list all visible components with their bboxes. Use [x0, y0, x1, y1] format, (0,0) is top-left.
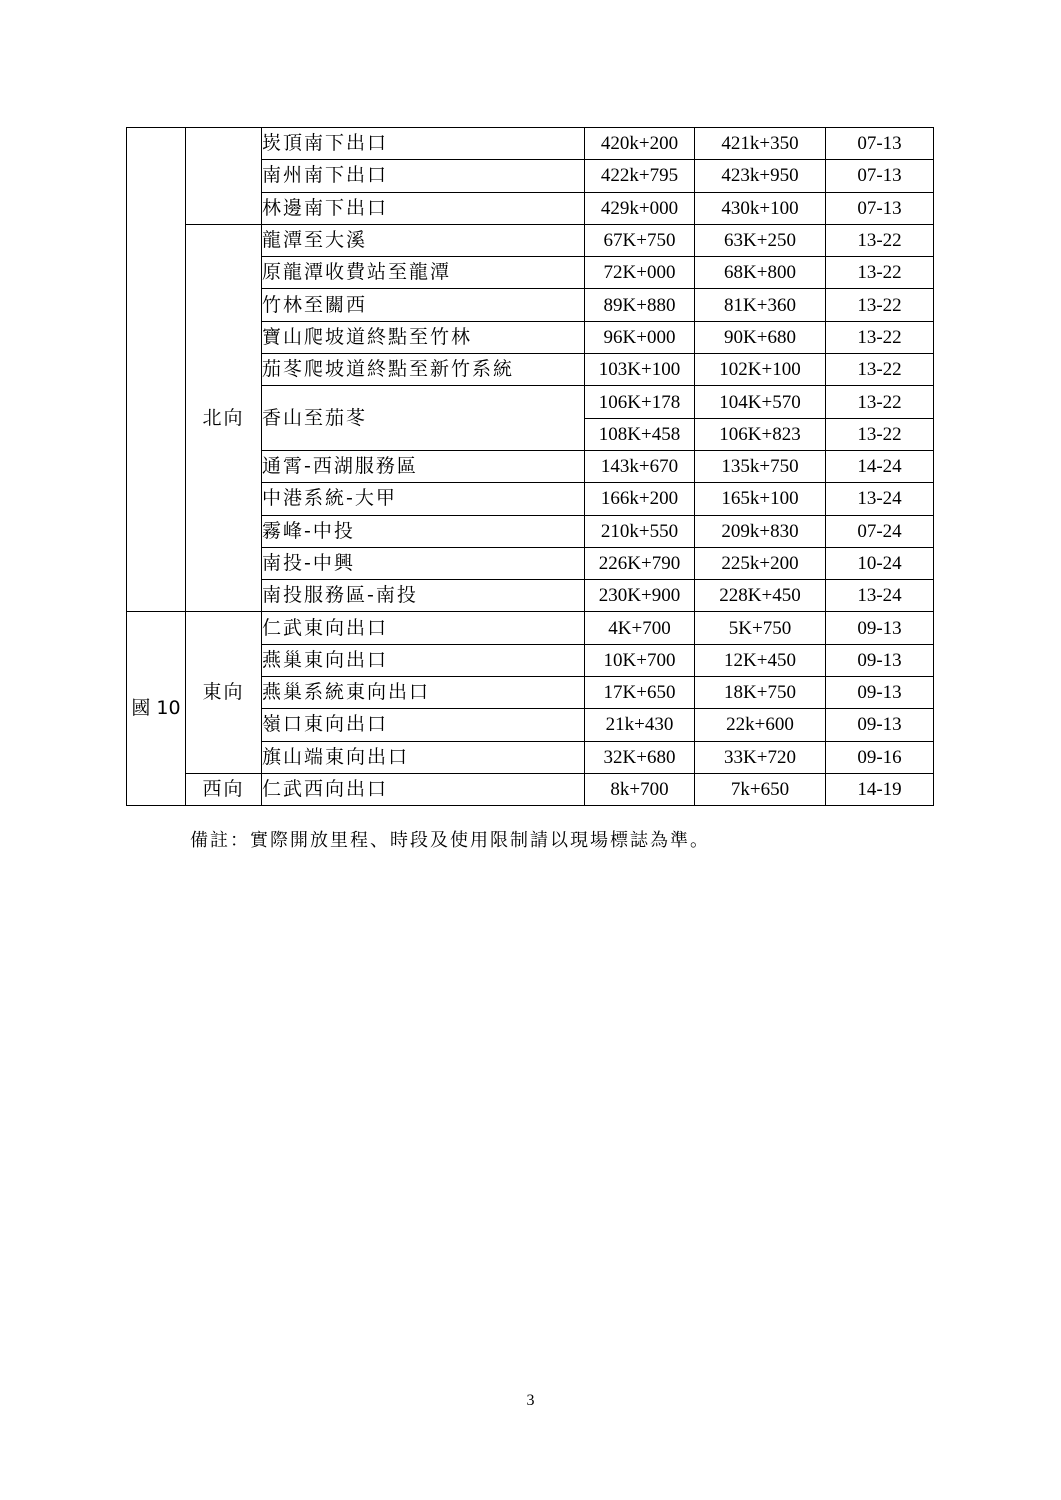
hours-cell: 09-13 — [826, 644, 934, 676]
segment-cell: 仁武東向出口 — [262, 612, 585, 644]
start-cell: 72K+000 — [585, 257, 695, 289]
table-row — [127, 612, 934, 644]
segment-cell: 仁武西向出口 — [262, 773, 585, 805]
direction-cell — [186, 128, 262, 225]
end-cell: 165k+100 — [695, 483, 826, 515]
hours-cell: 13-24 — [826, 580, 934, 612]
end-cell: 90K+680 — [695, 321, 826, 353]
hours-cell: 14-19 — [826, 773, 934, 805]
start-cell: 108K+458 — [585, 418, 695, 450]
end-cell: 18K+750 — [695, 677, 826, 709]
start-cell: 230K+900 — [585, 580, 695, 612]
end-cell: 7k+650 — [695, 773, 826, 805]
end-cell: 135k+750 — [695, 450, 826, 482]
start-cell: 32K+680 — [585, 741, 695, 773]
end-cell: 421k+350 — [695, 128, 826, 160]
end-cell: 228K+450 — [695, 580, 826, 612]
start-cell: 67K+750 — [585, 224, 695, 256]
direction-cell: 西向 — [186, 773, 262, 805]
hours-cell: 13-22 — [826, 386, 934, 418]
hours-cell: 10-24 — [826, 547, 934, 579]
footnote: 備註：實際開放里程、時段及使用限制請以現場標誌為準。 — [190, 830, 710, 851]
table-row — [127, 128, 934, 160]
hours-cell: 09-13 — [826, 612, 934, 644]
start-cell: 422k+795 — [585, 160, 695, 192]
route-cell: 國 10 — [127, 612, 186, 806]
start-cell: 103K+100 — [585, 354, 695, 386]
segment-cell: 通霄-西湖服務區 — [262, 450, 585, 482]
segment-cell: 林邊南下出口 — [262, 192, 585, 224]
hours-cell: 13-22 — [826, 257, 934, 289]
start-cell: 210k+550 — [585, 515, 695, 547]
start-cell: 4K+700 — [585, 612, 695, 644]
start-cell: 166k+200 — [585, 483, 695, 515]
end-cell: 81K+360 — [695, 289, 826, 321]
segment-cell: 霧峰-中投 — [262, 515, 585, 547]
hours-cell: 07-13 — [826, 160, 934, 192]
hours-cell: 09-16 — [826, 741, 934, 773]
direction-cell: 北向 — [186, 224, 262, 612]
start-cell: 106K+178 — [585, 386, 695, 418]
segment-cell: 寶山爬坡道終點至竹林 — [262, 321, 585, 353]
hours-cell: 13-22 — [826, 321, 934, 353]
segment-cell: 中港系統-大甲 — [262, 483, 585, 515]
start-cell: 429k+000 — [585, 192, 695, 224]
hours-cell: 09-13 — [826, 677, 934, 709]
segment-cell: 旗山端東向出口 — [262, 741, 585, 773]
segment-cell: 嶺口東向出口 — [262, 709, 585, 741]
end-cell: 102K+100 — [695, 354, 826, 386]
segment-cell: 崁頂南下出口 — [262, 128, 585, 160]
hours-cell: 07-13 — [826, 128, 934, 160]
segment-cell: 南投-中興 — [262, 547, 585, 579]
segment-cell: 南州南下出口 — [262, 160, 585, 192]
end-cell: 104K+570 — [695, 386, 826, 418]
hours-cell: 07-13 — [826, 192, 934, 224]
end-cell: 423k+950 — [695, 160, 826, 192]
end-cell: 22k+600 — [695, 709, 826, 741]
start-cell: 21k+430 — [585, 709, 695, 741]
segment-cell: 燕巢東向出口 — [262, 644, 585, 676]
segment-cell: 龍潭至大溪 — [262, 224, 585, 256]
start-cell: 10K+700 — [585, 644, 695, 676]
start-cell: 226K+790 — [585, 547, 695, 579]
segment-cell: 茄苳爬坡道終點至新竹系統 — [262, 354, 585, 386]
hours-cell: 14-24 — [826, 450, 934, 482]
shoulder-lane-table — [126, 127, 934, 806]
table-row — [127, 773, 934, 805]
segment-cell: 原龍潭收費站至龍潭 — [262, 257, 585, 289]
hours-cell: 13-22 — [826, 418, 934, 450]
hours-cell: 13-22 — [826, 354, 934, 386]
hours-cell: 09-13 — [826, 709, 934, 741]
end-cell: 5K+750 — [695, 612, 826, 644]
end-cell: 68K+800 — [695, 257, 826, 289]
start-cell: 96K+000 — [585, 321, 695, 353]
start-cell: 8k+700 — [585, 773, 695, 805]
hours-cell: 07-24 — [826, 515, 934, 547]
table-row — [127, 224, 934, 256]
end-cell: 106K+823 — [695, 418, 826, 450]
direction-cell: 東向 — [186, 612, 262, 773]
end-cell: 430k+100 — [695, 192, 826, 224]
segment-cell: 燕巢系統東向出口 — [262, 677, 585, 709]
segment-cell: 南投服務區-南投 — [262, 580, 585, 612]
segment-cell: 竹林至關西 — [262, 289, 585, 321]
start-cell: 89K+880 — [585, 289, 695, 321]
hours-cell: 13-22 — [826, 289, 934, 321]
start-cell: 420k+200 — [585, 128, 695, 160]
route-cell — [127, 128, 186, 612]
end-cell: 209k+830 — [695, 515, 826, 547]
segment-cell: 香山至茄苳 — [262, 386, 585, 451]
end-cell: 63K+250 — [695, 224, 826, 256]
hours-cell: 13-24 — [826, 483, 934, 515]
end-cell: 33K+720 — [695, 741, 826, 773]
end-cell: 225k+200 — [695, 547, 826, 579]
start-cell: 143k+670 — [585, 450, 695, 482]
end-cell: 12K+450 — [695, 644, 826, 676]
page-number: 3 — [526, 1392, 535, 1409]
start-cell: 17K+650 — [585, 677, 695, 709]
hours-cell: 13-22 — [826, 224, 934, 256]
